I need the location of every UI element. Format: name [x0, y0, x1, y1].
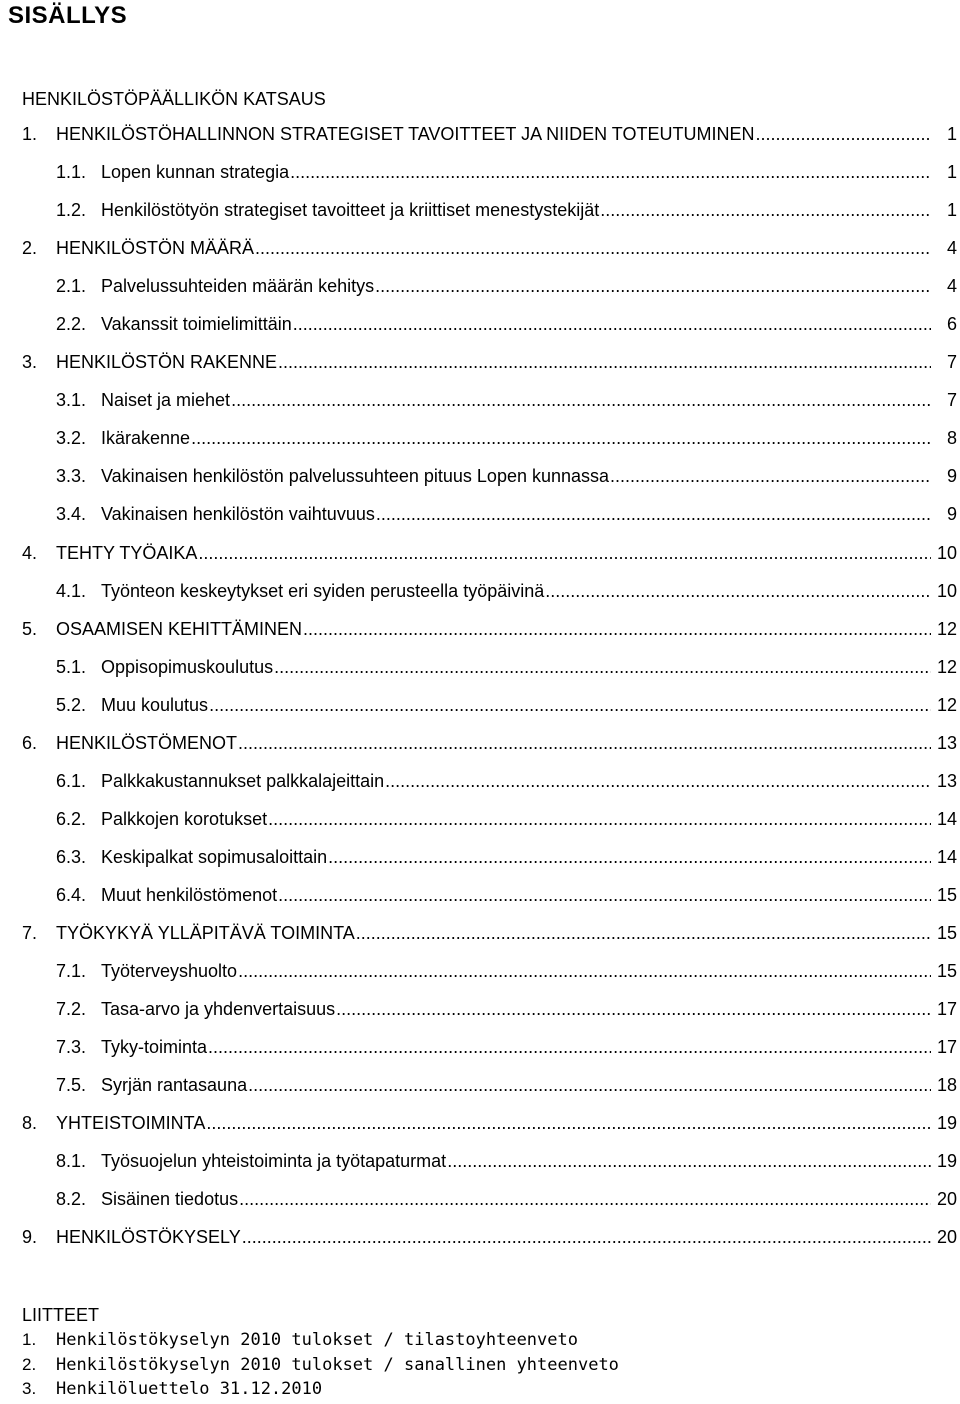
toc-dot-leader [303, 619, 931, 640]
toc-entry-number: 6.1. [56, 770, 87, 791]
toc-entry-page-number: 19 [936, 1151, 957, 1172]
toc-entry[interactable] [22, 200, 957, 238]
toc-entry-page-number: 20 [936, 1227, 957, 1248]
toc-entry[interactable] [22, 504, 957, 542]
toc-entry[interactable] [22, 657, 957, 695]
appendix-item-text: Henkilöluettelo 31.12.2010 [56, 1379, 323, 1399]
toc-entry-page-number: 1 [946, 124, 957, 144]
toc-entry-title: Palvelussuhteiden määrän kehitys [101, 276, 375, 297]
toc-dot-leader [198, 543, 931, 564]
toc-entry[interactable] [22, 999, 957, 1037]
toc-entry-page-number: 15 [936, 961, 957, 982]
toc-dot-leader [328, 847, 931, 868]
toc-entry[interactable] [22, 1113, 957, 1151]
toc-entry[interactable] [22, 314, 957, 352]
toc-entry-number: 4.1. [56, 580, 87, 601]
toc-entry-title: Tyky-toiminta [101, 1037, 208, 1058]
appendix-item-number: 2. [22, 1354, 37, 1374]
toc-entry-title: Palkkakustannukset palkkalajeittain [101, 770, 385, 791]
toc-entry-number: 7.5. [56, 1075, 87, 1096]
toc-entry-title: Vakanssit toimielimittäin [101, 314, 292, 335]
toc-dot-leader [248, 1075, 931, 1096]
toc-entry-number: 1. [22, 124, 38, 144]
toc-dot-leader [755, 124, 931, 145]
toc-entry-page-number: 6 [946, 314, 957, 335]
toc-entry-number: 8.2. [56, 1189, 87, 1210]
toc-entry-title: Vakinaisen henkilöstön vaihtuvuus [101, 504, 375, 525]
toc-entry-page-number: 12 [936, 694, 957, 715]
appendix-item-number: 1. [22, 1330, 37, 1349]
toc-entry[interactable] [22, 733, 957, 771]
toc-entry[interactable] [22, 771, 957, 809]
toc-entry-title: OSAAMISEN KEHITTÄMINEN [56, 618, 303, 639]
toc-entry[interactable] [22, 352, 957, 390]
toc-entry-page-number: 9 [946, 466, 957, 487]
appendix-heading: LIITTEET [22, 1305, 100, 1325]
toc-entry[interactable] [22, 428, 957, 466]
toc-dot-leader [278, 352, 931, 373]
toc-dot-leader [242, 1227, 931, 1248]
toc-dot-leader [268, 809, 931, 830]
toc-entry-title: Ikärakenne [101, 428, 191, 449]
toc-dot-leader [209, 695, 931, 716]
toc-entry-page-number: 14 [936, 846, 957, 867]
toc-entry[interactable] [22, 1037, 957, 1075]
toc-dot-leader [255, 238, 931, 259]
toc-entry[interactable] [22, 124, 957, 162]
toc-entry-title: Sisäinen tiedotus [101, 1189, 239, 1210]
toc-entry[interactable] [22, 1151, 957, 1189]
toc-dot-leader [356, 923, 931, 944]
toc-entry-title: Tasa-arvo ja yhdenvertaisuus [101, 999, 336, 1020]
toc-entry-title: Naiset ja miehet [101, 390, 231, 411]
toc-entry-number: 5.2. [56, 694, 87, 715]
toc-entry-page-number: 7 [946, 390, 957, 411]
toc-dot-leader [238, 733, 931, 754]
toc-entry-page-number: 1 [946, 200, 957, 221]
appendix-item [22, 1379, 619, 1404]
toc-entry[interactable] [22, 847, 957, 885]
toc-entry-title: HENKILÖSTÖN RAKENNE [56, 352, 278, 373]
toc-dot-leader [231, 390, 931, 411]
toc-entry-page-number: 17 [936, 1037, 957, 1058]
toc-entry-title: HENKILÖSTÖN MÄÄRÄ [56, 238, 255, 259]
toc-entry-number: 2.2. [56, 314, 87, 335]
appendix-item-number: 3. [22, 1379, 37, 1398]
toc-entry-page-number: 12 [936, 618, 957, 639]
toc-entry-number: 3.4. [56, 504, 87, 525]
toc-entry[interactable] [22, 809, 957, 847]
toc-entry-page-number: 19 [936, 1113, 957, 1134]
toc-dot-leader [385, 771, 931, 792]
toc-entry-page-number: 4 [946, 276, 957, 297]
toc-entry-title: HENKILÖSTÖHALLINNON STRATEGISET TAVOITTEET JA NIIDEN TOTEUTUMINEN [56, 124, 755, 144]
toc-entry-page-number: 20 [936, 1189, 957, 1210]
toc-entry-page-number: 13 [936, 732, 957, 753]
toc-entry-page-number: 12 [936, 656, 957, 677]
toc-entry[interactable] [22, 466, 957, 504]
toc-entry[interactable] [22, 923, 957, 961]
toc-dot-leader [375, 276, 931, 297]
toc-entry[interactable] [22, 885, 957, 923]
toc-entry-number: 7. [22, 922, 38, 943]
toc-entry-page-number: 8 [946, 428, 957, 449]
appendix-list [22, 1330, 619, 1404]
toc-entry-number: 2. [22, 238, 38, 259]
toc-entry-title: Syrjän rantasauna [101, 1075, 248, 1096]
toc-entry-title: Keskipalkat sopimusaloittain [101, 846, 328, 867]
toc-entry-page-number: 15 [936, 884, 957, 905]
toc-entry-number: 6. [22, 732, 38, 753]
toc-entry-number: 6.4. [56, 884, 87, 905]
toc-entry-page-number: 10 [936, 542, 957, 563]
toc-entry-title: HENKILÖSTÖKYSELY [56, 1227, 241, 1248]
toc-entry-page-number: 7 [946, 352, 957, 373]
toc-entry-number: 5. [22, 618, 38, 639]
toc-entry-page-number: 17 [936, 999, 957, 1020]
toc-entry-number: 7.2. [56, 999, 87, 1020]
toc-entry[interactable] [22, 390, 957, 428]
toc-entry[interactable] [22, 1189, 957, 1227]
toc-entry-title: Työsuojelun yhteistoiminta ja työtapaturmat [101, 1151, 447, 1172]
appendix-item [22, 1355, 619, 1380]
toc-entry-number: 8. [22, 1113, 38, 1134]
toc-entry-number: 7.1. [56, 961, 87, 982]
toc-intro-entry: HENKILÖSTÖPÄÄLLIKÖN KATSAUS [22, 89, 326, 109]
toc-entry-number: 5.1. [56, 656, 87, 677]
toc-entry[interactable] [22, 238, 957, 276]
toc-dot-leader [545, 581, 931, 602]
toc-entry[interactable] [22, 961, 957, 999]
toc-dot-leader [206, 1113, 931, 1134]
toc-entry[interactable] [22, 162, 957, 200]
toc-dot-leader [278, 885, 931, 906]
toc-entry-page-number: 13 [936, 770, 957, 791]
toc-entry-page-number: 18 [936, 1075, 957, 1096]
toc-entry-page-number: 10 [936, 580, 957, 601]
toc-entry-title: Vakinaisen henkilöstön palvelussuhteen pituus Lopen kunnassa [101, 466, 610, 487]
appendix-item [22, 1330, 619, 1355]
appendix-item-text: Henkilöstökyselyn 2010 tulokset / tilastoyhteenveto [56, 1330, 578, 1350]
table-of-contents [22, 124, 957, 1265]
toc-dot-leader [191, 428, 931, 449]
toc-entry-page-number: 1 [946, 162, 957, 183]
page-title: SISÄLLYS [8, 2, 128, 29]
toc-dot-leader [274, 657, 931, 678]
toc-dot-leader [376, 504, 931, 525]
toc-dot-leader [336, 999, 931, 1020]
toc-dot-leader [208, 1037, 931, 1058]
toc-entry[interactable] [22, 1075, 957, 1113]
toc-dot-leader [290, 162, 931, 183]
toc-entry-number: 7.3. [56, 1037, 87, 1058]
toc-entry-title: Henkilöstötyön strategiset tavoitteet ja kriittiset menestystekijät [101, 200, 600, 221]
toc-entry-title: Oppisopimuskoulutus [101, 656, 274, 677]
toc-entry-title: Lopen kunnan strategia [101, 162, 290, 183]
toc-entry-number: 3.1. [56, 390, 87, 411]
toc-entry-page-number: 15 [936, 922, 957, 943]
toc-entry-title: Palkkojen korotukset [101, 808, 268, 829]
toc-entry-title: Muut henkilöstömenot [101, 884, 278, 905]
toc-entry[interactable] [22, 695, 957, 733]
toc-entry-number: 3.3. [56, 466, 87, 487]
toc-entry-title: TEHTY TYÖAIKA [56, 542, 198, 563]
toc-entry-number: 8.1. [56, 1151, 87, 1172]
toc-entry-number: 3. [22, 352, 38, 373]
toc-entry-number: 6.2. [56, 808, 87, 829]
toc-entry[interactable] [22, 276, 957, 314]
toc-dot-leader [239, 1189, 931, 1210]
toc-entry-number: 2.1. [56, 276, 87, 297]
toc-dot-leader [293, 314, 931, 335]
toc-dot-leader [600, 200, 931, 221]
toc-entry-number: 9. [22, 1227, 38, 1248]
toc-entry-title: HENKILÖSTÖMENOT [56, 732, 238, 753]
toc-dot-leader [447, 1151, 931, 1172]
toc-entry-page-number: 4 [946, 238, 957, 259]
toc-entry-title: TYÖKYKYÄ YLLÄPITÄVÄ TOIMINTA [56, 922, 355, 943]
toc-entry[interactable] [22, 619, 957, 657]
appendix-item-text: Henkilöstökyselyn 2010 tulokset / sanallinen yhteenveto [56, 1354, 619, 1375]
toc-entry-number: 1.1. [56, 162, 87, 183]
toc-entry[interactable] [22, 581, 957, 619]
toc-entry-number: 4. [22, 542, 38, 563]
toc-entry-title: YHTEISTOIMINTA [56, 1113, 206, 1134]
toc-entry-number: 1.2. [56, 200, 87, 221]
toc-entry[interactable] [22, 543, 957, 581]
toc-dot-leader [238, 961, 931, 982]
toc-entry-number: 6.3. [56, 846, 87, 867]
toc-entry-number: 3.2. [56, 428, 87, 449]
toc-dot-leader [610, 466, 931, 487]
toc-entry[interactable] [22, 1227, 957, 1265]
toc-entry-title: Työnteon keskeytykset eri syiden perusteella työpäivinä [101, 580, 545, 601]
toc-entry-title: Työterveyshuolto [101, 961, 238, 982]
toc-entry-title: Muu koulutus [101, 694, 209, 715]
toc-entry-page-number: 14 [936, 808, 957, 829]
toc-entry-page-number: 9 [946, 504, 957, 525]
